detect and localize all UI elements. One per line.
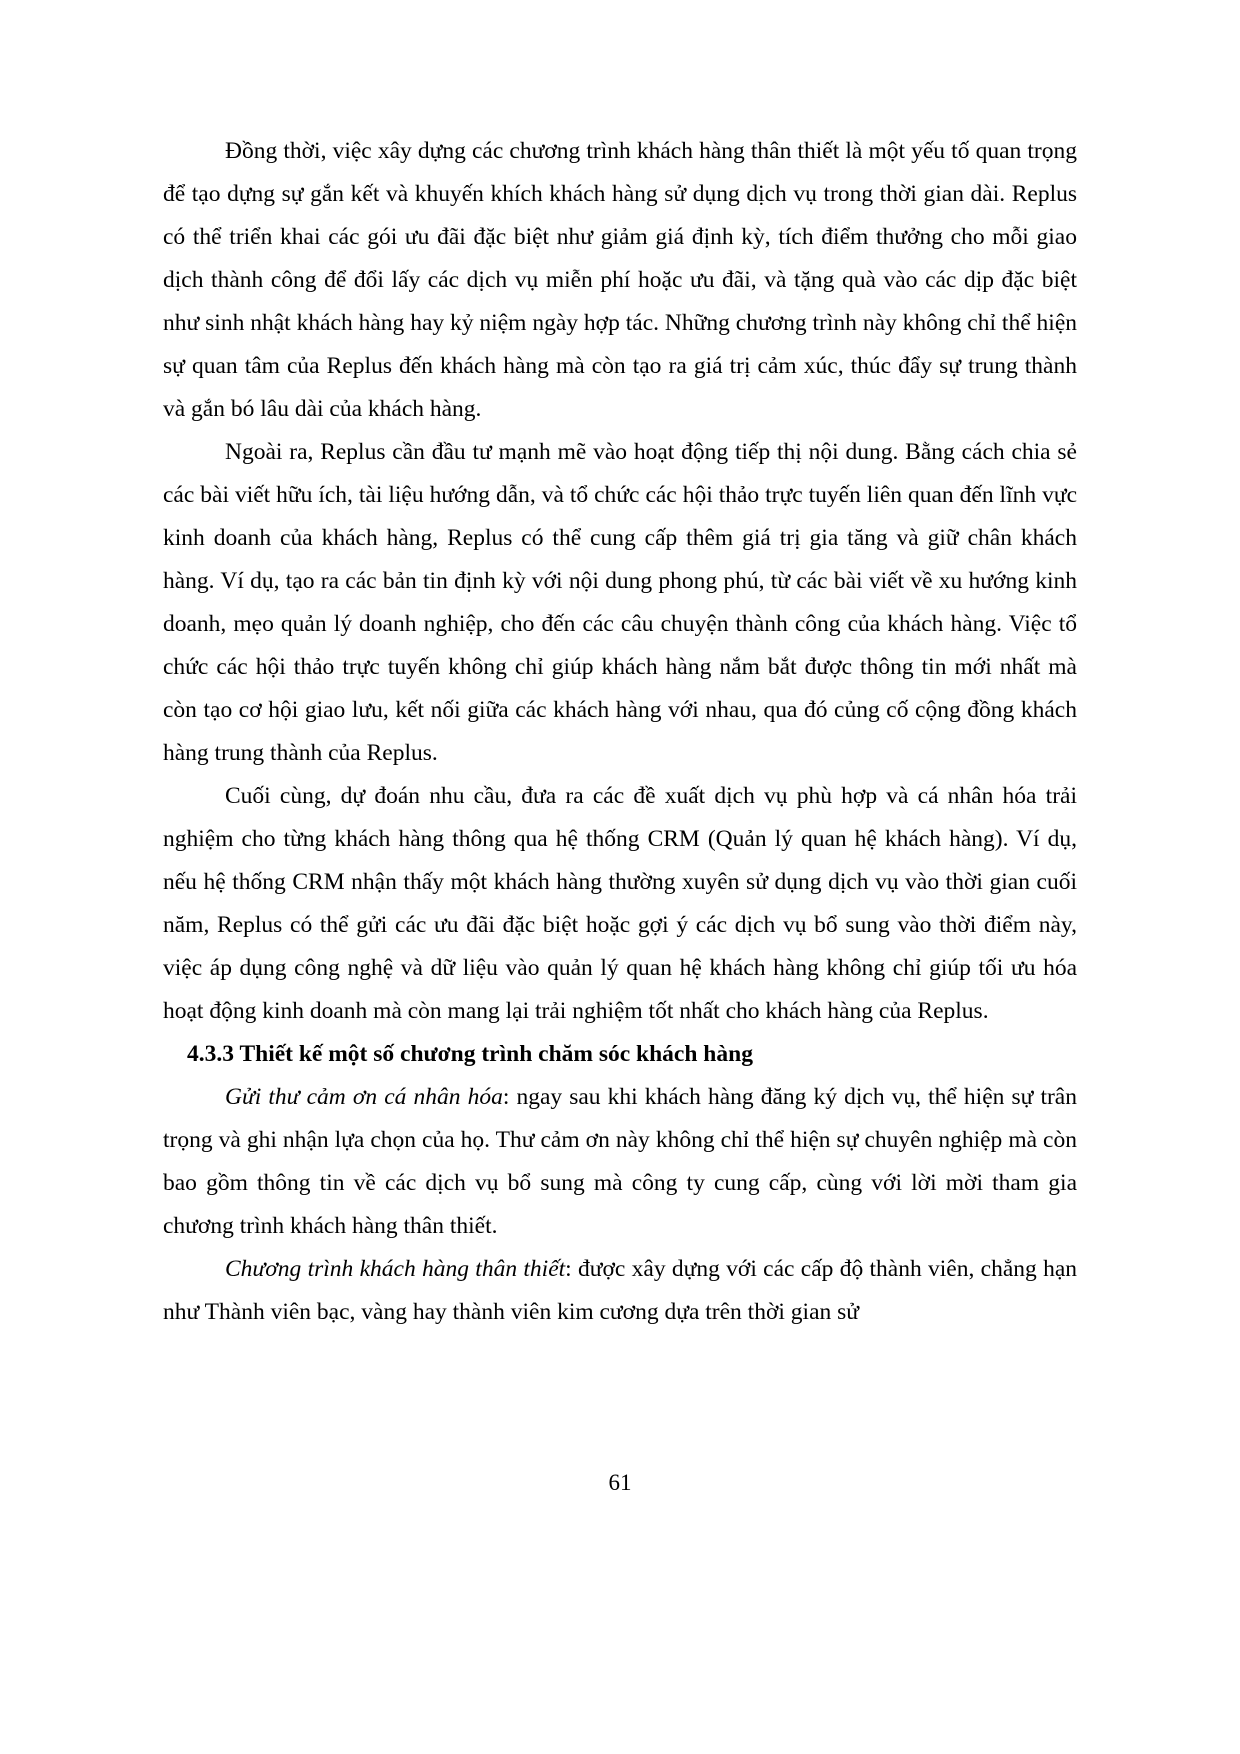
page-number: 61 bbox=[608, 1470, 632, 1495]
paragraph-loyalty-tiers-lead: Chương trình khách hàng thân thiết bbox=[225, 1256, 566, 1282]
paragraph-loyalty-tiers bbox=[163, 1248, 1077, 1334]
paragraph-loyalty-programs: Đồng thời, việc xây dựng các chương trình khách hàng thân thiết là một yếu tố quan trọng để tạo dựng sự gắn kết và khuyến khích khách hàng sử dụng dịch vụ trong thời gian dài. Replus có thể triển khai các gói ưu đãi đặc biệt như giảm giá định kỳ, tích điểm thưởng cho mỗi giao dịch thành công để đổi lấy các dịch vụ miễn phí hoặc ưu đãi, và tặng quà vào các dịp đặc biệt như sinh nhật khách hàng hay kỷ niệm ngày hợp tác. Những chương trình này không chỉ thể hiện sự quan tâm của Replus đến khách hàng mà còn tạo ra giá trị cảm xúc, thúc đẩy sự trung thành và gắn bó lâu dài của khách hàng. bbox=[163, 138, 1077, 422]
paragraph-thank-you-letter-body: : ngay sau khi khách hàng đăng ký dịch vụ, thể hiện sự trân trọng và ghi nhận lựa chọn của họ. Thư cảm ơn này không chỉ thể hiện sự chuyên nghiệp mà còn bao gồm thông tin về các dịch vụ bổ sung mà công ty cung cấp, cùng với lời mời tham gia chương trình khách hàng thân thiết. bbox=[163, 1084, 1077, 1239]
paragraph-loyalty-tiers-body: : được xây dựng với các cấp độ thành viên, chẳng hạn như Thành viên bạc, vàng hay thành viên kim cương dựa trên thời gian sử bbox=[163, 1256, 1077, 1325]
paragraph-thank-you-letter bbox=[163, 1076, 1077, 1248]
page-content bbox=[163, 130, 1077, 1334]
paragraph-crm-personalization: Cuối cùng, dự đoán nhu cầu, đưa ra các đề xuất dịch vụ phù hợp và cá nhân hóa trải nghiệm cho từng khách hàng thông qua hệ thống CRM (Quản lý quan hệ khách hàng). Ví dụ, nếu hệ thống CRM nhận thấy một khách hàng thường xuyên sử dụng dịch vụ vào thời gian cuối năm, Replus có thể gửi các ưu đãi đặc biệt hoặc gợi ý các dịch vụ bổ sung vào thời điểm này, việc áp dụng công nghệ và dữ liệu vào quản lý quan hệ khách hàng không chỉ giúp tối ưu hóa hoạt động kinh doanh mà còn mang lại trải nghiệm tốt nhất cho khách hàng của Replus. bbox=[163, 783, 1077, 1024]
section-heading: 4.3.3 Thiết kế một số chương trình chăm sóc khách hàng bbox=[187, 1041, 753, 1067]
paragraph-content-marketing: Ngoài ra, Replus cần đầu tư mạnh mẽ vào hoạt động tiếp thị nội dung. Bằng cách chia sẻ các bài viết hữu ích, tài liệu hướng dẫn, và tổ chức các hội thảo trực tuyến liên quan đến lĩnh vực kinh doanh của khách hàng, Replus có thể cung cấp thêm giá trị gia tăng và giữ chân khách hàng. Ví dụ, tạo ra các bản tin định kỳ với nội dung phong phú, từ các bài viết về xu hướng kinh doanh, mẹo quản lý doanh nghiệp, cho đến các câu chuyện thành công của khách hàng. Việc tổ chức các hội thảo trực tuyến không chỉ giúp khách hàng nắm bắt được thông tin mới nhất mà còn tạo cơ hội giao lưu, kết nối giữa các khách hàng với nhau, qua đó củng cố cộng đồng khách hàng trung thành của Replus. bbox=[163, 439, 1077, 766]
paragraph-thank-you-letter-lead: Gửi thư cảm ơn cá nhân hóa bbox=[225, 1084, 503, 1110]
